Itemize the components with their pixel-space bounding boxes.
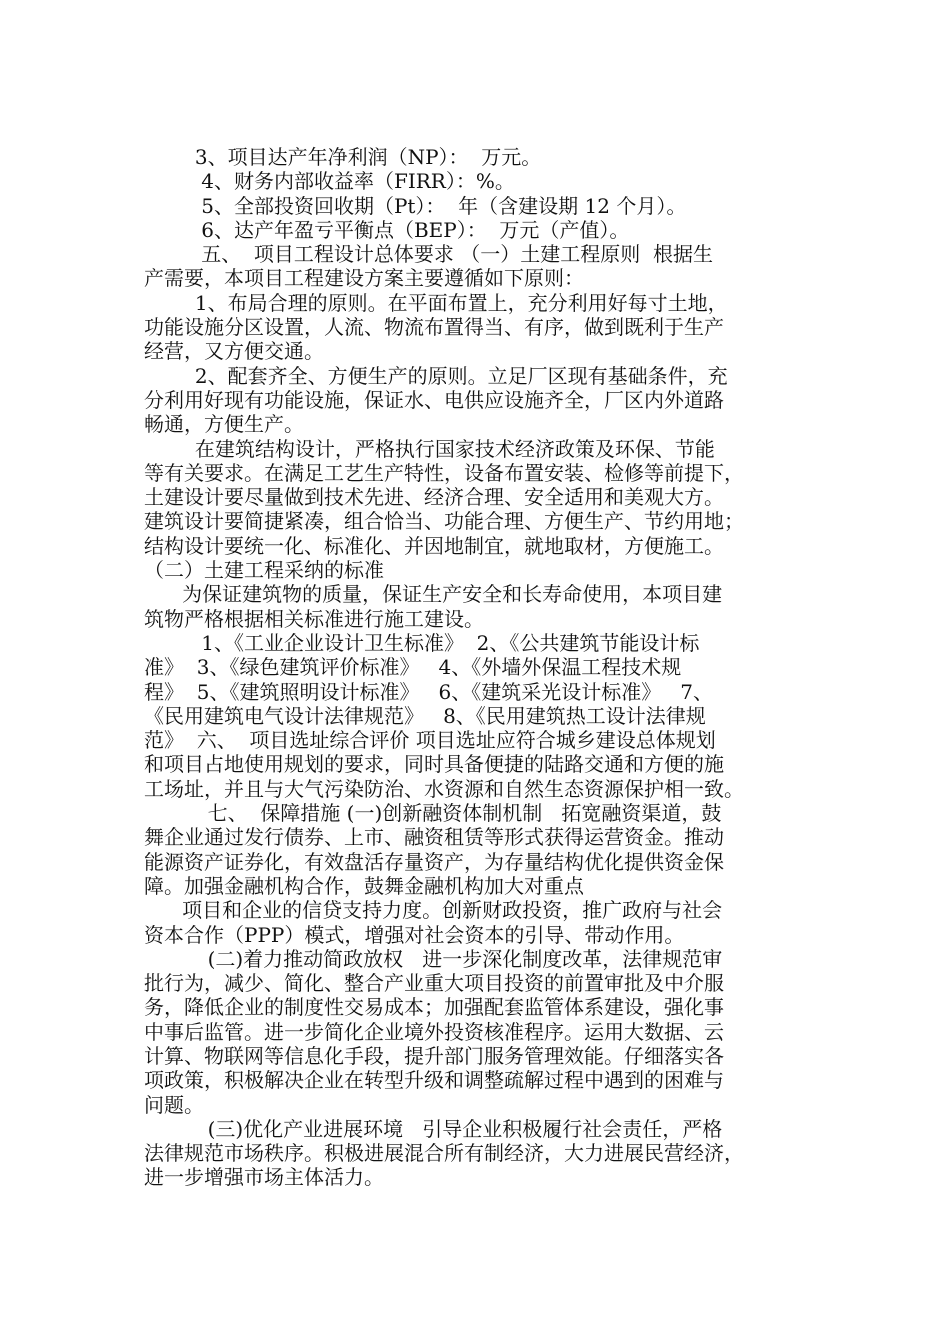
text-line: 筑物严格根据相关标准进行施工建设。 bbox=[144, 606, 484, 631]
text-line: 4、财务内部收益率（FIRR）：%。 bbox=[144, 169, 515, 194]
text-line: （二）土建工程采纳的标准 bbox=[144, 558, 384, 583]
text-line: 舞企业通过发行债券、上市、融资租赁等形式获得运营资金。推动 bbox=[144, 825, 724, 850]
text-line: 产需要，本项目工程建设方案主要遵循如下原则： bbox=[144, 266, 584, 291]
text-line: 项目和企业的信贷支持力度。创新财政投资，推广政府与社会 bbox=[144, 898, 723, 923]
text-line: 在建筑结构设计，严格执行国家技术经济政策及环保、节能 bbox=[144, 436, 715, 461]
text-line: (二)着力推动简政放权 进一步深化制度改革，法律规范审 bbox=[144, 946, 723, 971]
text-line: 范》 六、 项目选址综合评价 项目选址应符合城乡建设总体规划 bbox=[144, 728, 716, 753]
text-line: 6、达产年盈亏平衡点（BEP）： 万元（产值）。 bbox=[144, 217, 630, 242]
text-line: 计算、物联网等信息化手段，提升部门服务管理效能。仔细落实各 bbox=[144, 1043, 724, 1068]
text-line: 程》 5、《建筑照明设计标准》 6、《建筑采光设计标准》 7、 bbox=[144, 679, 714, 704]
text-line: 准》 3、《绿色建筑评价标准》 4、《外墙外保温工程技术规 bbox=[144, 655, 682, 680]
text-line: (三)优化产业进展环境 引导企业积极履行社会责任，严格 bbox=[144, 1116, 723, 1141]
text-line: 问题。 bbox=[144, 1092, 204, 1117]
text-line: 工场址，并且与大气污染防治、水资源和自然生态资源保护相一致。 bbox=[144, 776, 744, 801]
text-line: 中事后监管。进一步简化企业境外投资核准程序。运用大数据、云 bbox=[144, 1019, 724, 1044]
text-line: 功能设施分区设置，人流、物流布置得当、有序，做到既利于生产 bbox=[144, 315, 724, 340]
text-line: 法律规范市场秩序。积极进展混合所有制经济，大力进展民营经济， bbox=[144, 1141, 744, 1166]
text-line: 进一步增强市场主体活力。 bbox=[144, 1165, 384, 1190]
text-line: 资本合作（PPP）模式，增强对社会资本的引导、带动作用。 bbox=[144, 922, 685, 947]
text-line: 经营，又方便交通。 bbox=[144, 339, 324, 364]
text-line: 等有关要求。在满足工艺生产特性，设备布置安装、检修等前提下， bbox=[144, 460, 744, 485]
text-line: 七、 保障措施 (一)创新融资体制机制 拓宽融资渠道，鼓 bbox=[144, 801, 722, 826]
text-line: 土建设计要尽量做到技术先进、经济合理、安全适用和美观大方。 bbox=[144, 485, 724, 510]
text-line: 1、《工业企业设计卫生标准》 2、《公共建筑节能设计标 bbox=[144, 630, 700, 655]
text-line: 1、布局合理的原则。在平面布置上，充分利用好每寸土地， bbox=[144, 290, 728, 315]
text-line: 和项目占地使用规划的要求，同时具备便捷的陆路交通和方便的施 bbox=[144, 752, 724, 777]
text-line: 五、 项目工程设计总体要求 （一）土建工程原则 根据生 bbox=[144, 242, 714, 267]
text-line: 5、全部投资回收期（Pt）： 年（含建设期 12 个月）。 bbox=[144, 193, 687, 218]
text-line: 建筑设计要简捷紧凑，组合恰当、功能合理、方便生产、节约用地； bbox=[144, 509, 744, 534]
text-line: 结构设计要统一化、标准化、并因地制宜，就地取材，方便施工。 bbox=[144, 533, 724, 558]
text-line: 务，降低企业的制度性交易成本；加强配套监管体系建设，强化事 bbox=[144, 995, 724, 1020]
text-line: 3、项目达产年净利润（NP）： 万元。 bbox=[144, 145, 542, 169]
text-line: 畅通，方便生产。 bbox=[144, 412, 304, 437]
text-line: 2、配套齐全、方便生产的原则。立足厂区现有基础条件，充 bbox=[144, 363, 728, 388]
text-line: 为保证建筑物的质量，保证生产安全和长寿命使用，本项目建 bbox=[144, 582, 723, 607]
text-line: 能源资产证券化，有效盘活存量资产，为存量结构优化提供资金保 bbox=[144, 849, 724, 874]
text-line: 《民用建筑电气设计法律规范》 8、《民用建筑热工设计法律规 bbox=[144, 703, 706, 728]
document-body bbox=[144, 145, 816, 1190]
text-line: 障。加强金融机构合作，鼓舞金融机构加大对重点 bbox=[144, 873, 584, 898]
text-line: 分利用好现有功能设施，保证水、电供应设施齐全，厂区内外道路 bbox=[144, 387, 724, 412]
text-line: 批行为，减少、简化、整合产业重大项目投资的前置审批及中介服 bbox=[144, 971, 724, 996]
text-line: 项政策，积极解决企业在转型升级和调整疏解过程中遇到的困难与 bbox=[144, 1068, 724, 1093]
